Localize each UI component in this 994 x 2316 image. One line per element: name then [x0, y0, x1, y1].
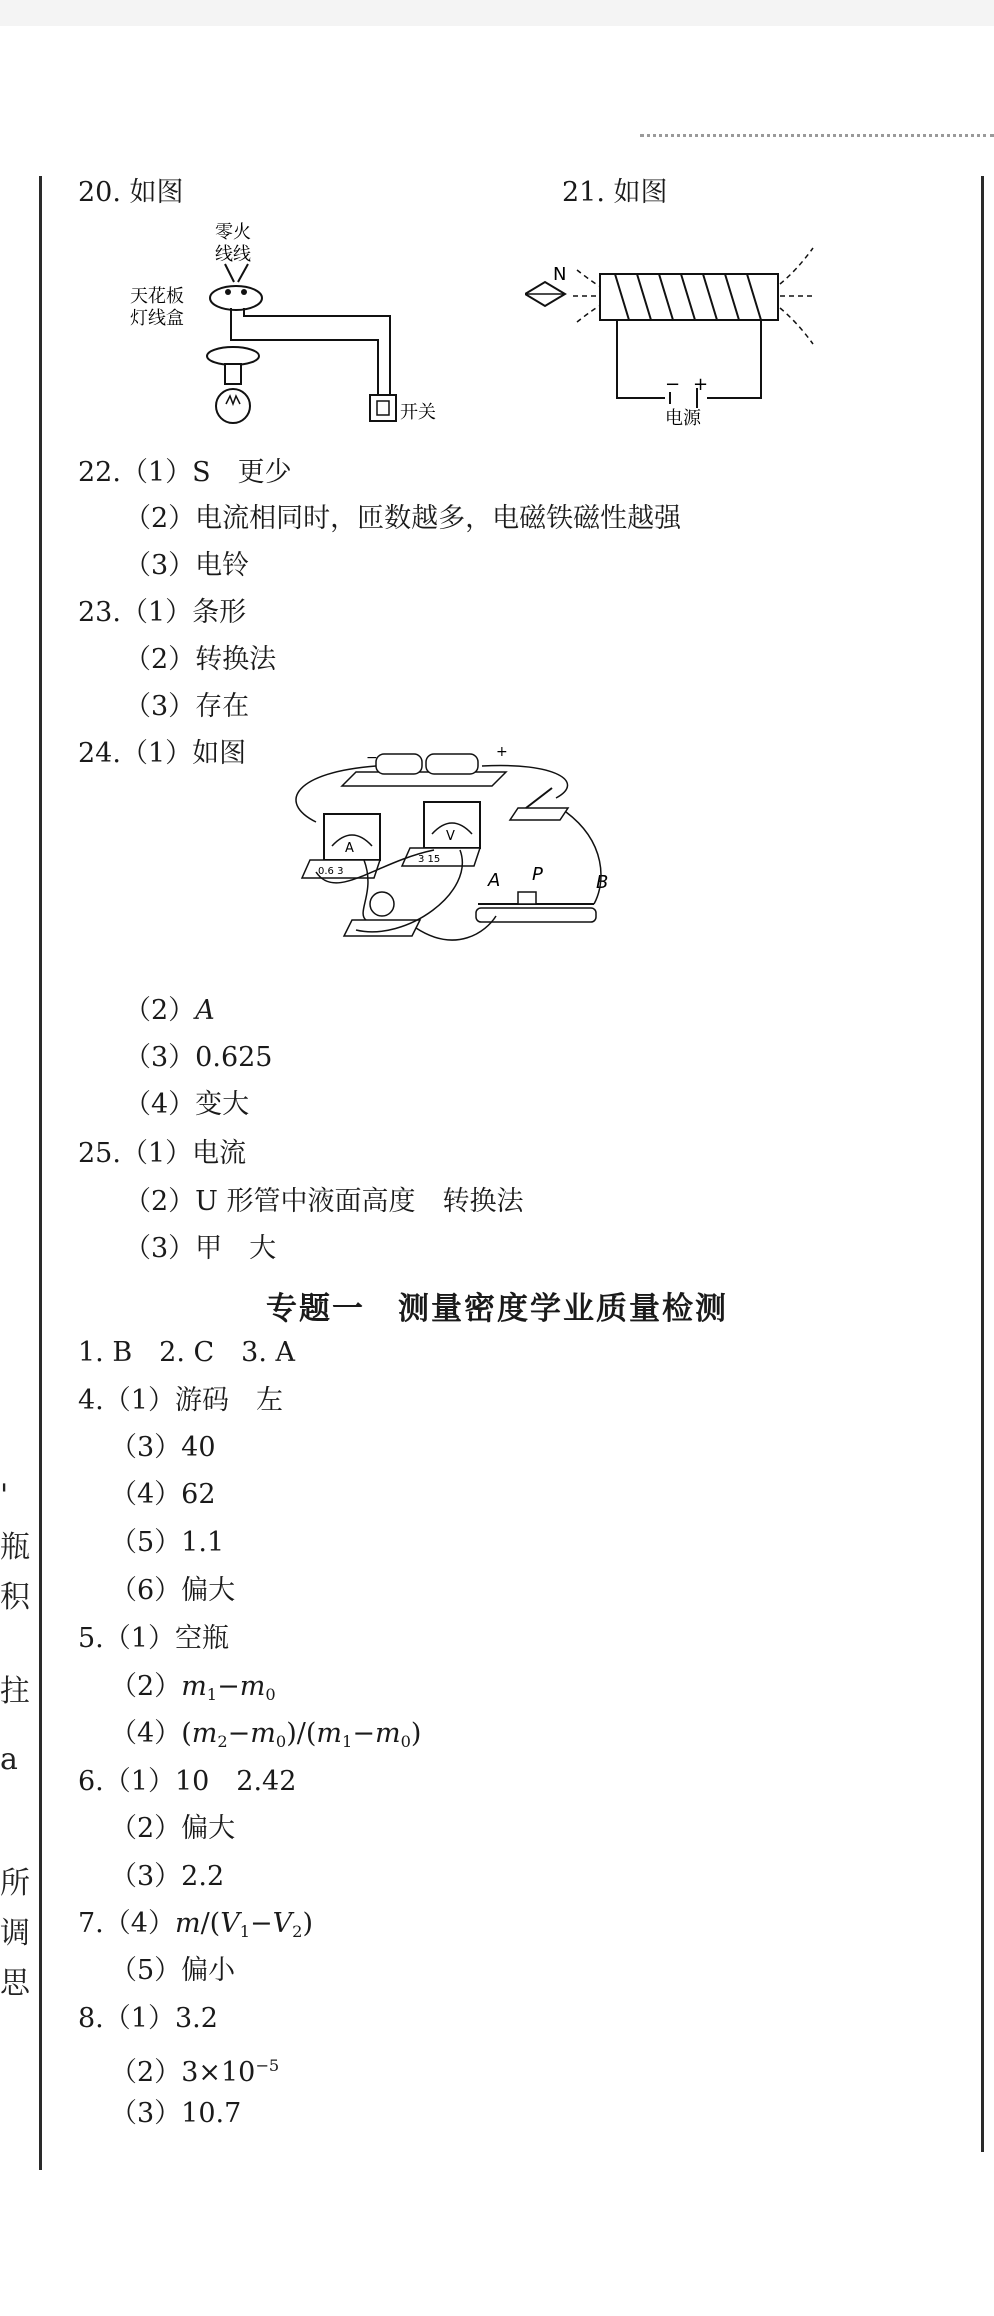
margin-char: 调 [0, 1916, 30, 1951]
q21-battery-plus: + [693, 374, 709, 395]
s8-1: 8.（1）3.2 [78, 2003, 218, 2034]
s6-2: （2）偏大 [110, 1813, 236, 1844]
q20-label: 20. 如图 [78, 177, 184, 208]
q24-label-b: B [596, 872, 609, 893]
q20-wiring-figure [120, 220, 460, 442]
q22-2: （2）电流相同时，匝数越多，电磁铁磁性越强 [124, 503, 682, 534]
q24-ammeter-scale: 0.6 3 [318, 866, 344, 877]
q24-circuit-figure [256, 742, 636, 974]
margin-char: 思 [0, 1966, 30, 2001]
q21-label: 21. 如图 [562, 177, 668, 208]
q24-voltmeter-symbol: V [446, 829, 455, 844]
margin-char: ' [0, 1478, 9, 1513]
q20-label-switch: 开关 [400, 402, 436, 423]
page-top-band [0, 0, 994, 26]
margin-char: 拄 [0, 1674, 30, 1709]
q24-ammeter-symbol: A [345, 841, 354, 856]
section-title: 专题一 测量密度学业质量检测 [266, 1291, 728, 1327]
q24-voltmeter-scale: 3 15 [418, 854, 441, 865]
s5-4: $(4)(m_2-m_0)/(m_1-m_0)$ [110, 1718, 422, 1751]
s5-1: 5.（1）空瓶 [78, 1623, 229, 1654]
header-dotted-rule [640, 134, 994, 137]
q23-2: （2）转换法 [124, 644, 277, 675]
right-column-rule [981, 176, 984, 2152]
q24-label-a: A [488, 870, 501, 891]
q22-3: （3）电铃 [124, 550, 250, 581]
s7-4: $7.(4)m/(V_1-V_2)$ [78, 1908, 314, 1941]
q20-label-ceiling-box-1: 天花板 [130, 286, 184, 307]
s1-3: 1. B 2. C 3. A [78, 1337, 296, 1368]
left-column-rule [39, 176, 42, 2170]
s4-5: （5）1.1 [110, 1527, 225, 1558]
margin-char: 瓶 [0, 1530, 30, 1565]
q21-label-power: 电源 [665, 408, 701, 426]
q24-4: （4）变大 [124, 1089, 250, 1120]
q24-3: （3）0.625 [124, 1042, 273, 1073]
q23-3: （3）存在 [124, 691, 250, 722]
q20-label-neutral-fire-1: 零火 [215, 222, 251, 243]
q25-1: 25.（1）电流 [78, 1138, 247, 1169]
s4-3: （3）40 [110, 1432, 216, 1463]
q25-2: （2）U 形管中液面高度 转换法 [124, 1186, 524, 1217]
margin-char: 积 [0, 1580, 30, 1615]
s4-1: 4.（1）游码 左 [78, 1385, 283, 1416]
q20-label-neutral-fire-2: 线线 [215, 244, 251, 265]
s6-1: 6.（1）10 2.42 [78, 1766, 297, 1797]
q25-3: （3）甲 大 [124, 1233, 277, 1264]
q24-battery-plus: + [496, 744, 508, 760]
q24-battery-minus: − [366, 750, 378, 766]
s5-2: $(2)m_1-m_0$ [110, 1671, 276, 1704]
q22-1: 22.（1）S 更少 [78, 457, 292, 488]
s6-3: （3）2.2 [110, 1861, 225, 1892]
q21-battery-minus: − [665, 374, 681, 395]
q21-label-n: N [553, 264, 567, 285]
q24-1: 24.（1）如图 [78, 738, 247, 769]
q23-1: 23.（1）条形 [78, 597, 247, 628]
q24-2: （2）A [124, 995, 215, 1026]
q24-label-p: P [532, 864, 543, 885]
s7-5: （5）偏小 [110, 1955, 236, 1986]
s4-4: （4）62 [110, 1479, 216, 1510]
margin-char: a [0, 1742, 18, 1777]
s8-3: （3）10.7 [110, 2098, 242, 2129]
s4-6: （6）偏大 [110, 1575, 236, 1606]
q21-solenoid-figure [525, 230, 845, 426]
q20-label-ceiling-box-2: 灯线盒 [130, 308, 184, 329]
s8-2: $(2)3\times 10^{-5}$ [110, 2056, 280, 2088]
margin-char: 所 [0, 1866, 30, 1901]
